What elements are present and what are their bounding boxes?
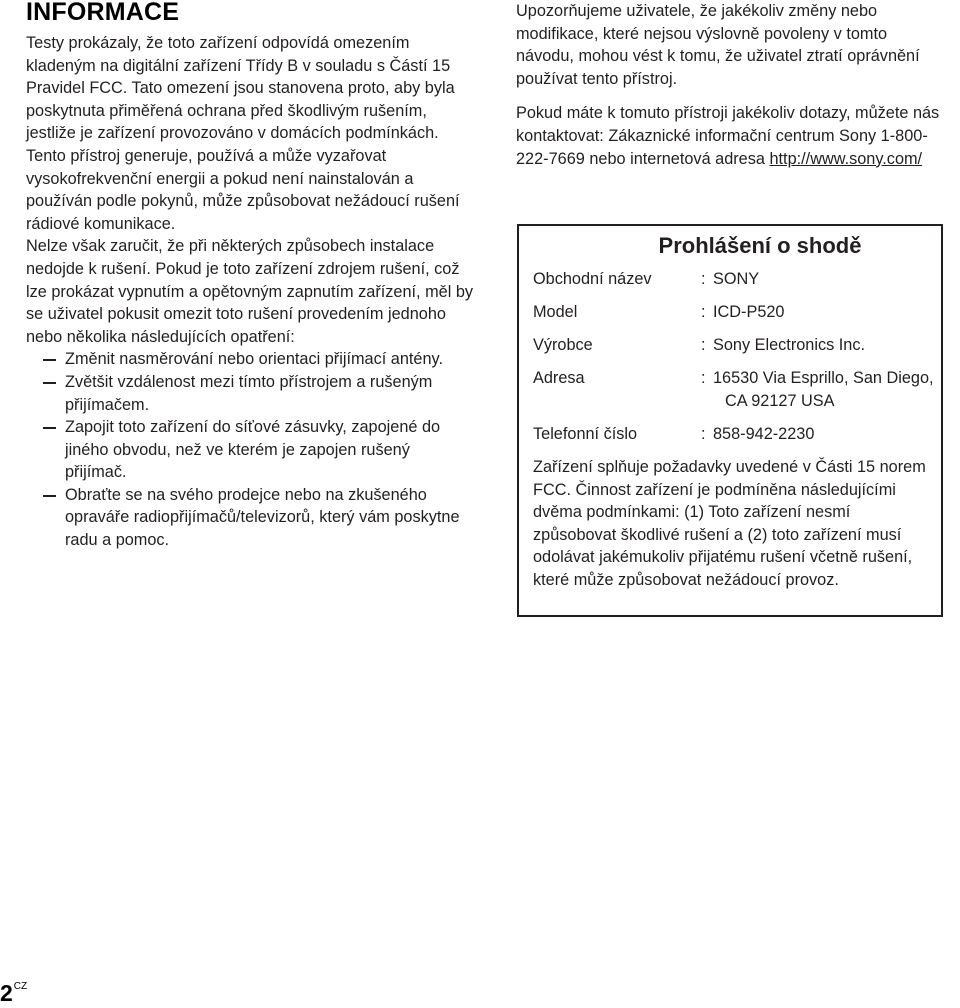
manufacturer-value: Sony Electronics Inc. bbox=[713, 336, 866, 355]
list-item: Změnit nasměrování nebo orientaci přijímací antény. bbox=[26, 348, 474, 371]
separator: : bbox=[701, 303, 706, 322]
sony-website-link[interactable]: http://www.sony.com/ bbox=[769, 149, 923, 168]
declaration-box bbox=[517, 224, 943, 617]
manufacturer-row bbox=[533, 334, 941, 357]
separator: : bbox=[701, 369, 706, 388]
list-item: Zapojit toto zařízení do síťové zásuvky, zapojené do jiného obvodu, než ve kterém je zapojen rušený přijímač. bbox=[26, 416, 474, 484]
page-number bbox=[0, 980, 27, 1007]
page-number-value: 2 bbox=[0, 980, 13, 1006]
trade-name-value: SONY bbox=[713, 270, 760, 288]
fcc-paragraph-1: Testy prokázaly, že toto zařízení odpovídá omezením kladeným na digitální zařízení Třídy B v souladu s Částí 15 Pravidel FCC. Tato omezení jsou stanovena proto, aby byla poskytnuta přiměřená ochrana před škodlivým rušením, jestliže je zařízení provozováno v domácích podmínkách. Tento přístroj generuje, používá a může vyzařovat vysokofrekvenční energii a pokud není nainstalován a používán podle pokynů, může způsobovat nežádoucí rušení rádiové komunikace. bbox=[26, 34, 460, 233]
address-value bbox=[713, 367, 941, 412]
declaration-title: Prohlášení o shodě bbox=[658, 233, 862, 258]
phone-row bbox=[533, 423, 941, 446]
measures-list bbox=[26, 348, 474, 551]
address-row bbox=[533, 367, 941, 412]
address-line-2: CA 92127 USA bbox=[725, 391, 835, 410]
manufacturer-label: Výrobce bbox=[533, 336, 593, 355]
separator: : bbox=[701, 424, 706, 443]
phone-value: 858-942-2230 bbox=[713, 424, 815, 443]
fcc-paragraph-2: Nelze však zaručit, že při některých způsobech instalace nedojde k rušení. Pokud je toto zařízení zdrojem rušení, což lze prokázat vypnutím a opětovným zapnutím zařízení, měl by se uživatel pokusit omezit toto rušení provedením jednoho nebo několika následujících opatření: bbox=[26, 237, 474, 346]
trade-name-row bbox=[533, 268, 941, 291]
language-code: CZ bbox=[13, 981, 28, 992]
contact-text: Pokud máte k tomuto přístroji jakékoliv dotazy, můžete nás kontaktovat: Zákaznické informační centrum Sony 1-800-222-7669 nebo internetová adresa bbox=[516, 104, 940, 168]
separator: : bbox=[701, 336, 706, 355]
page-heading: INFORMACE bbox=[26, 0, 180, 26]
list-item: Obraťte se na svého prodejce nebo na zkušeného opraváře radiopřijímačů/televizorů, který vám poskytne radu a pomoc. bbox=[26, 484, 474, 552]
compliance-text: Zařízení splňuje požadavky uvedené v Části 15 norem FCC. Činnost zařízení je podmíněna následujícími dvěma podmínkami: (1) Toto zařízení nesmí způsobovat škodlivé rušení a (2) toto zařízení musí odolávat jakémukoliv přijatému rušení včetně rušení, které může způsobovat nežádoucí provoz. bbox=[533, 458, 926, 590]
model-label: Model bbox=[533, 303, 578, 322]
address-label: Adresa bbox=[533, 369, 585, 388]
phone-label: Telefonní číslo bbox=[533, 424, 638, 443]
model-value: ICD-P520 bbox=[713, 303, 785, 322]
address-line-1: 16530 Via Esprillo, San Diego, bbox=[713, 369, 934, 388]
trade-name-label: Obchodní název bbox=[533, 270, 652, 288]
contact-paragraph bbox=[516, 102, 942, 170]
modification-warning: Upozorňujeme uživatele, že jakékoliv změny nebo modifikace, které nejsou výslovně povoleny v tomto návodu, mohou vést k tomu, že uživatel ztratí oprávnění používat tento přístroj. bbox=[516, 2, 920, 88]
separator: : bbox=[701, 270, 706, 288]
list-item: Zvětšit vzdálenost mezi tímto přístrojem a rušeným přijímačem. bbox=[26, 371, 474, 416]
right-column bbox=[516, 0, 942, 170]
left-column bbox=[26, 32, 474, 552]
model-row bbox=[533, 301, 941, 324]
